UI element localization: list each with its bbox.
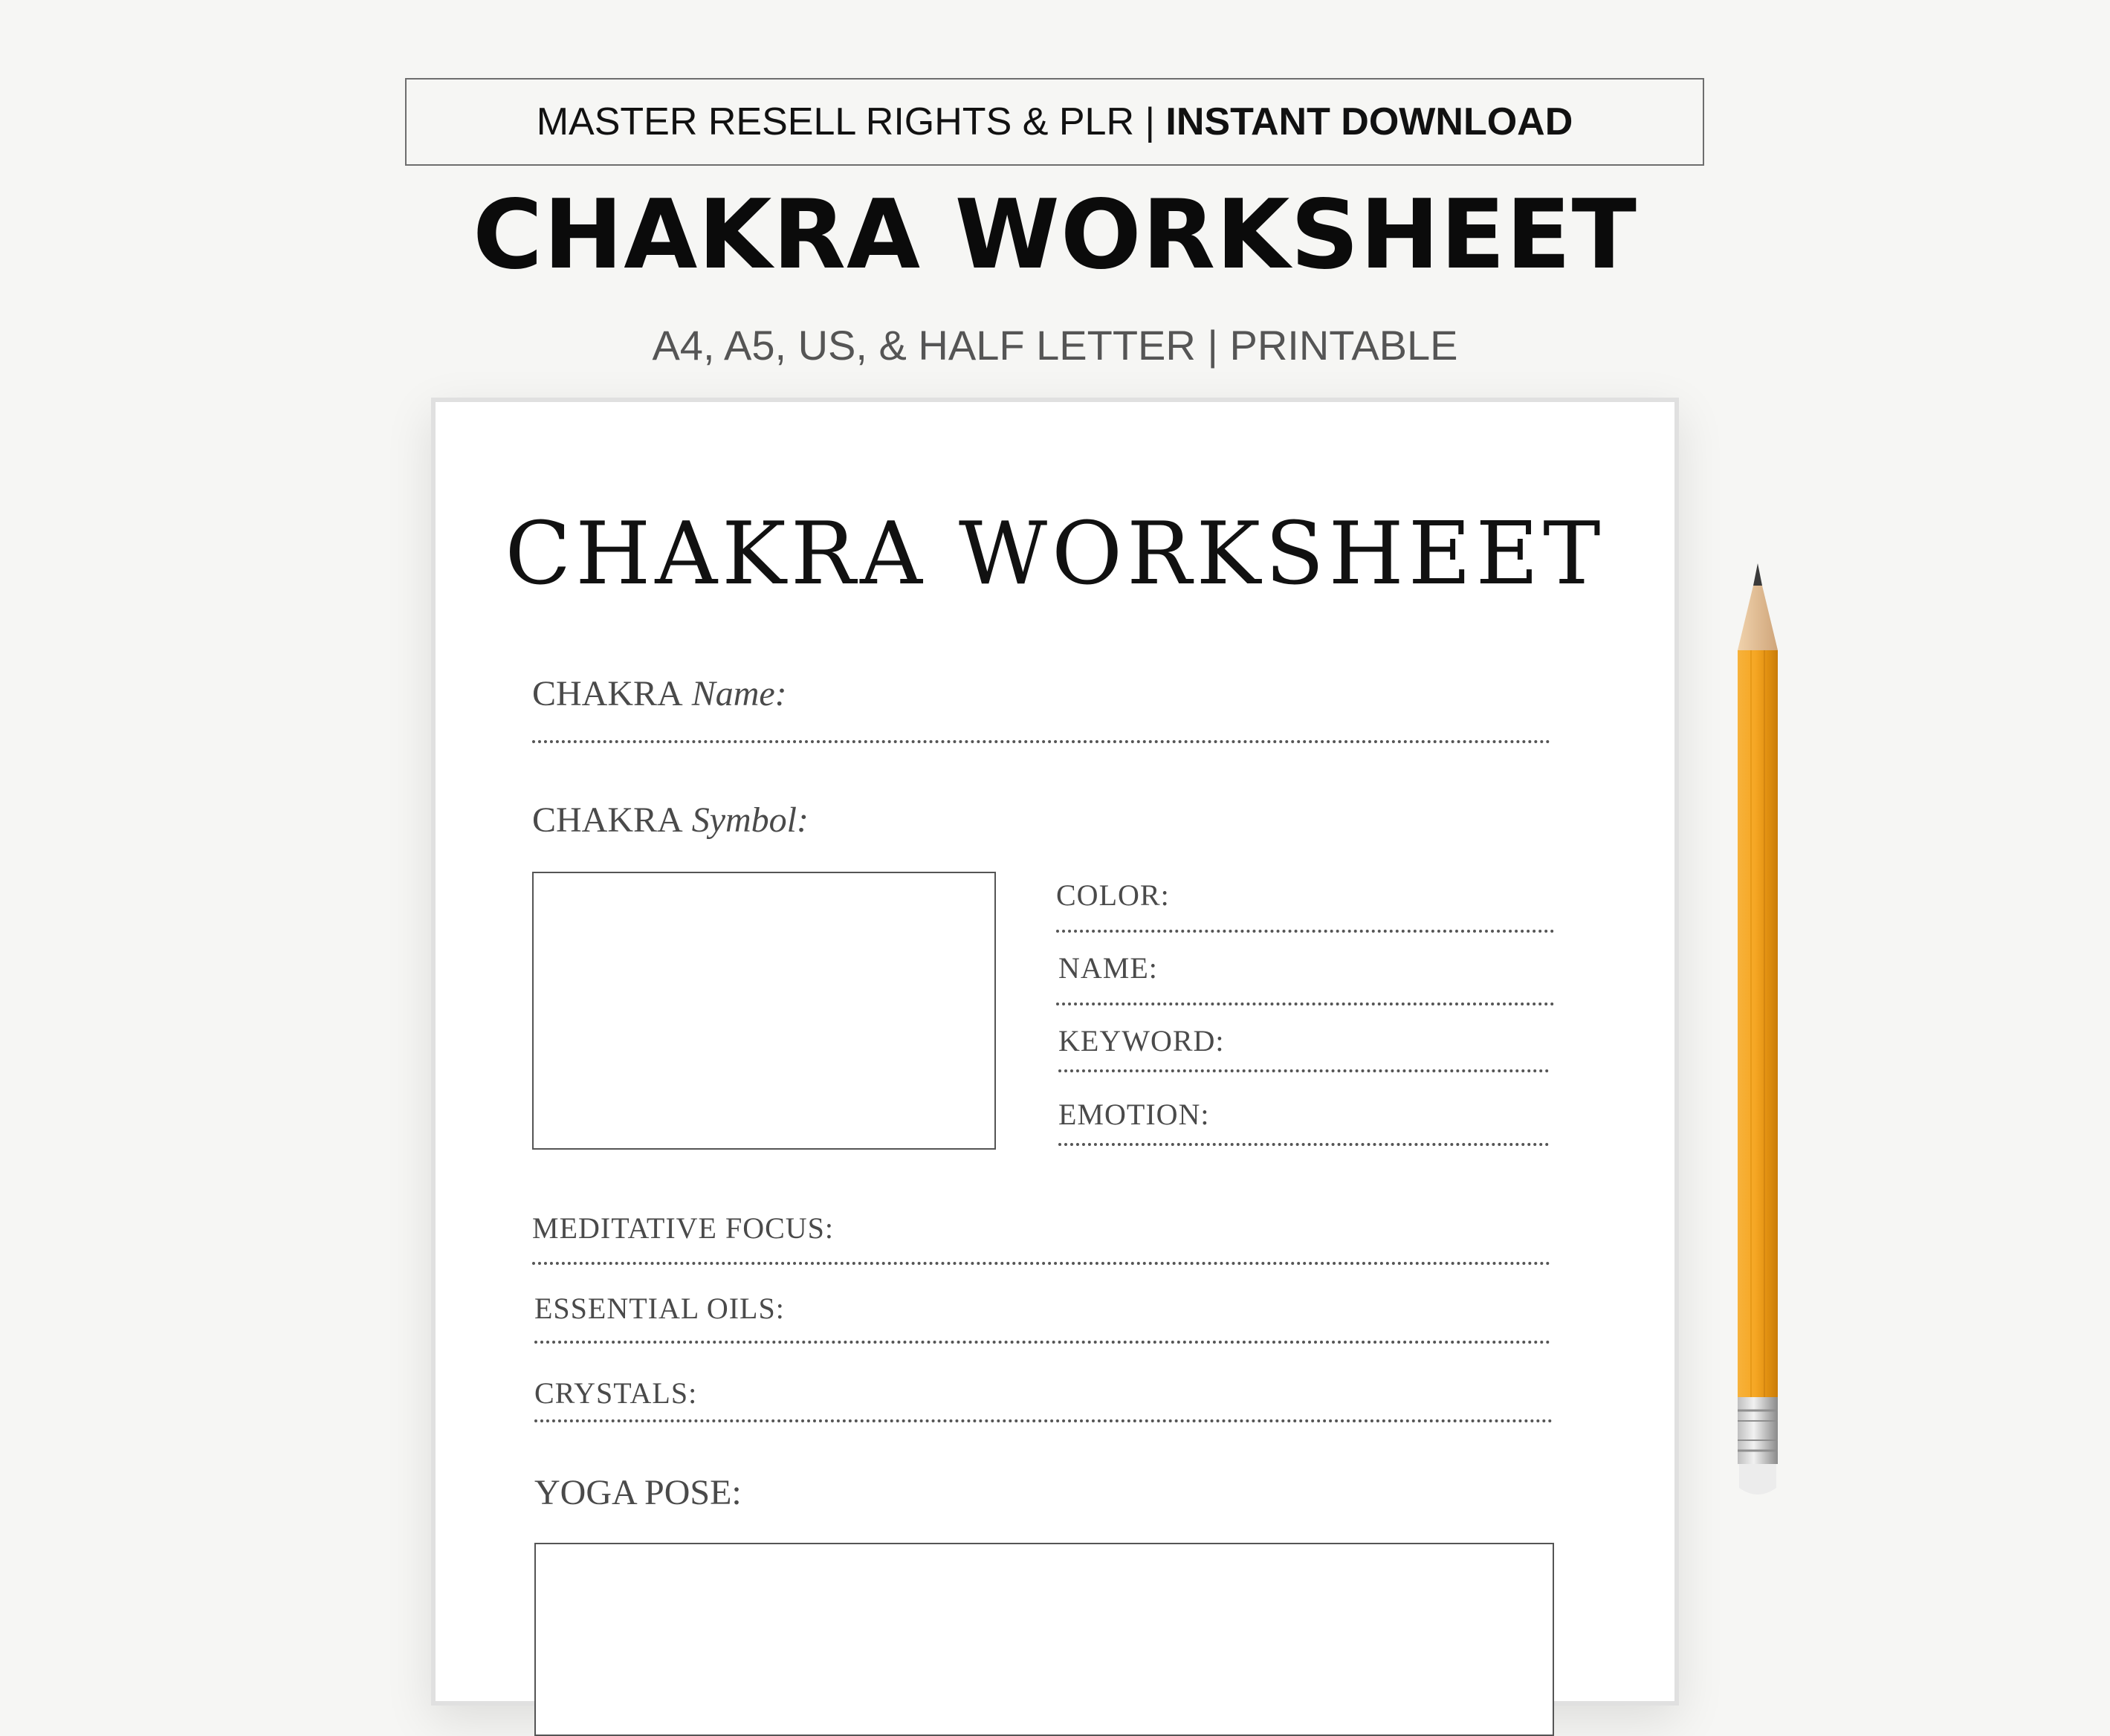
meditative-focus-label: MEDITATIVE FOCUS: (532, 1211, 835, 1245)
color-line[interactable] (1056, 930, 1554, 933)
worksheet-title: CHAKRA WORKSHEET (505, 504, 1605, 604)
worksheet-page (431, 398, 1679, 1706)
chakra-symbol-label-caps: CHAKRA (532, 800, 683, 840)
crystals-line[interactable] (534, 1419, 1553, 1422)
banner-text: MASTER RESELL RIGHTS & PLR | (536, 100, 1166, 143)
pencil-icon (1732, 550, 1784, 1501)
chakra-name-label (532, 673, 787, 714)
yoga-pose-label: YOGA POSE: (534, 1473, 742, 1512)
essential-oils-label: ESSENTIAL OILS: (534, 1292, 785, 1325)
crystals-label: CRYSTALS: (534, 1376, 698, 1410)
essential-oils-line[interactable] (534, 1341, 1550, 1344)
headline: CHAKRA WORKSHEET (473, 180, 1637, 291)
banner-bold-text: INSTANT DOWNLOAD (1165, 100, 1573, 143)
subheadline: A4, A5, US, & HALF LETTER | PRINTABLE (652, 322, 1458, 369)
yoga-pose-box[interactable] (534, 1543, 1554, 1736)
keyword-line[interactable] (1058, 1069, 1549, 1072)
meditative-focus-line[interactable] (532, 1262, 1550, 1265)
chakra-name-label-rest: Name: (682, 674, 787, 713)
chakra-symbol-label (532, 800, 809, 841)
chakra-name-line[interactable] (532, 740, 1550, 743)
name-line[interactable] (1056, 1003, 1554, 1005)
emotion-line[interactable] (1058, 1143, 1549, 1146)
chakra-symbol-box[interactable] (532, 872, 996, 1150)
chakra-symbol-label-rest: Symbol: (682, 800, 809, 840)
emotion-label: EMOTION: (1058, 1098, 1210, 1131)
name-label: NAME: (1058, 951, 1158, 985)
color-label: COLOR: (1056, 878, 1170, 912)
chakra-name-label-caps: CHAKRA (532, 674, 683, 713)
top-banner (405, 78, 1704, 166)
keyword-label: KEYWORD: (1058, 1024, 1225, 1058)
